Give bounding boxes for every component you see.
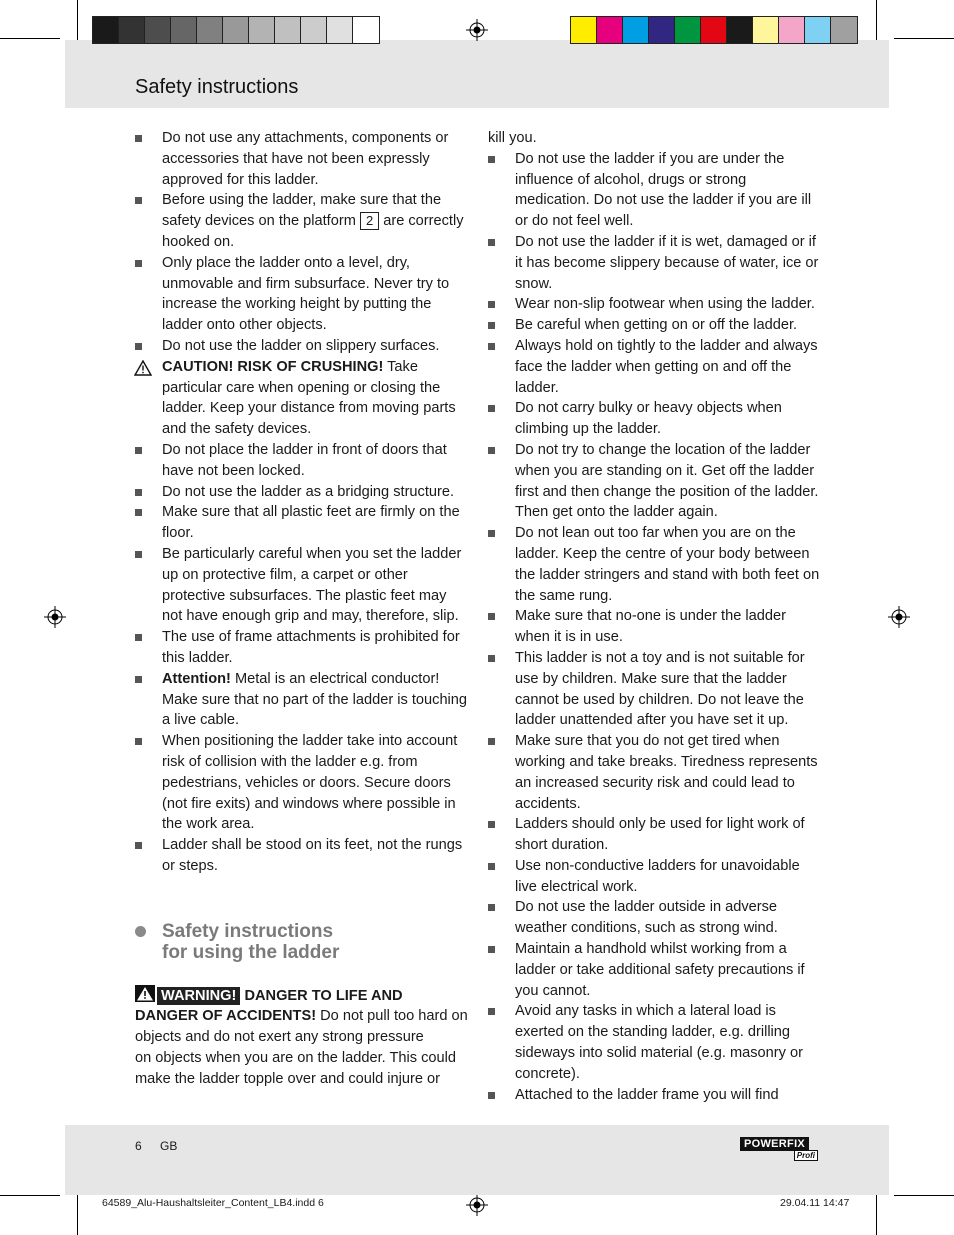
bullet-icon bbox=[135, 489, 142, 496]
bullet-icon bbox=[488, 738, 495, 745]
color-swatch bbox=[301, 17, 327, 43]
bullet-icon bbox=[135, 676, 142, 683]
crop-mark bbox=[0, 38, 60, 39]
color-swatch bbox=[93, 17, 119, 43]
bullet-icon bbox=[488, 613, 495, 620]
list-item: Do not use any attachments, components or accessories that have not been expressly approved for this ladder. bbox=[135, 128, 470, 190]
color-swatch bbox=[805, 17, 831, 43]
bullet-icon bbox=[488, 1008, 495, 1015]
color-swatch bbox=[597, 17, 623, 43]
list-item: Only place the ladder onto a level, dry, unmovable and firm subsurface. Never try to increase the working height by putting the ladder onto other objects. bbox=[135, 253, 470, 336]
left-column bbox=[135, 128, 470, 1090]
warning-paragraph: WARNING! DANGER TO LIFE AND DANGER OF ACCIDENTS! Do not pull too hard on objects and do not exert any strong pressure bbox=[135, 985, 470, 1048]
bullet-icon bbox=[488, 655, 495, 662]
bullet-icon bbox=[488, 1092, 495, 1099]
bullet-icon bbox=[135, 551, 142, 558]
crop-mark bbox=[0, 1195, 60, 1196]
brand-logo bbox=[740, 1137, 818, 1161]
list-item: Do not use the ladder on slippery surfaces. bbox=[135, 336, 470, 357]
list-item: Attached to the ladder frame you will find bbox=[488, 1085, 823, 1106]
list-item: Before using the ladder, make sure that the safety devices on the platform 2 are correctly hooked on. bbox=[135, 190, 470, 252]
list-item: Do not carry bulky or heavy objects when climbing up the ladder. bbox=[488, 398, 823, 440]
list-item: Do not use the ladder if it is wet, damaged or if it has become slippery because of water, ice or snow. bbox=[488, 232, 823, 294]
list-item: When positioning the ladder take into account risk of collision with the ladder e.g. from pedestrians, vehicles or doors. Secure doors (not fire exits) and windows where possible in the work area. bbox=[135, 731, 470, 835]
color-swatch bbox=[171, 17, 197, 43]
list-item: Do not lean out too far when you are on the ladder. Keep the centre of your body between the ladder stringers and stand with both feet on the same rung. bbox=[488, 523, 823, 606]
bullet-icon bbox=[488, 301, 495, 308]
bullet-icon bbox=[135, 197, 142, 204]
crop-mark bbox=[894, 38, 954, 39]
right-column bbox=[488, 128, 823, 1105]
section-heading: Safety instructions for using the ladder bbox=[135, 921, 470, 963]
timestamp: 29.04.11 14:47 bbox=[780, 1197, 850, 1209]
bullet-icon bbox=[488, 821, 495, 828]
bullet-icon bbox=[488, 405, 495, 412]
list-item: Ladder shall be stood on its feet, not the rungs or steps. bbox=[135, 835, 470, 877]
bullet-icon bbox=[135, 738, 142, 745]
warning-paragraph-continued: on objects when you are on the ladder. This could make the ladder topple over and could injure or bbox=[135, 1050, 457, 1087]
bullet-icon bbox=[488, 530, 495, 537]
caution-item: CAUTION! RISK OF CRUSHING! Take particular care when opening or closing the ladder. Keep your distance from moving parts and the safety devices. bbox=[135, 357, 470, 440]
list-item: Always hold on tightly to the ladder and always face the ladder when getting on and off the ladder. bbox=[488, 336, 823, 398]
list-item: Make sure that you do not get tired when working and take breaks. Tiredness represents an increased security risk and could lead to accidents. bbox=[488, 731, 823, 814]
list-item: Do not use the ladder as a bridging structure. bbox=[135, 482, 470, 503]
list-item: Do not place the ladder in front of doors that have not been locked. bbox=[135, 440, 470, 482]
list-item: Maintain a handhold whilst working from a ladder or take additional safety precautions if you cannot. bbox=[488, 939, 823, 1001]
bullet-icon bbox=[488, 343, 495, 350]
warning-triangle-icon bbox=[135, 985, 155, 1002]
continuation-text: kill you. bbox=[488, 130, 537, 146]
color-swatch bbox=[753, 17, 779, 43]
color-swatch bbox=[145, 17, 171, 43]
grayscale-color-bar bbox=[92, 16, 380, 44]
registration-mark-icon bbox=[466, 19, 488, 41]
color-swatch bbox=[571, 17, 597, 43]
bullet-icon bbox=[488, 904, 495, 911]
crop-mark bbox=[894, 1195, 954, 1196]
list-item: Do not use the ladder outside in adverse weather conditions, such as strong wind. bbox=[488, 897, 823, 939]
list-item: This ladder is not a toy and is not suitable for use by children. Make sure that the ladder cannot be used by children. Do not leave the ladder unattended after you have set it up. bbox=[488, 648, 823, 731]
bullet-icon bbox=[488, 156, 495, 163]
list-item: Be careful when getting on or off the ladder. bbox=[488, 315, 823, 336]
bullet-icon bbox=[135, 509, 142, 516]
bullet-icon bbox=[488, 946, 495, 953]
color-swatch bbox=[623, 17, 649, 43]
bullet-icon bbox=[135, 842, 142, 849]
list-item: Attention! Metal is an electrical conductor! Make sure that no part of the ladder is touching a live cable. bbox=[135, 669, 470, 731]
file-slug: 64589_Alu-Haushaltsleiter_Content_LB4.indd 6 bbox=[102, 1197, 324, 1209]
color-swatch bbox=[197, 17, 223, 43]
list-item: Make sure that all plastic feet are firmly on the floor. bbox=[135, 502, 470, 544]
bullet-icon bbox=[488, 447, 495, 454]
color-swatch bbox=[223, 17, 249, 43]
bullet-icon bbox=[488, 322, 495, 329]
list-item: Wear non-slip footwear when using the ladder. bbox=[488, 294, 823, 315]
bullet-icon bbox=[135, 135, 142, 142]
right-list bbox=[488, 149, 823, 1106]
color-swatch bbox=[779, 17, 805, 43]
page-number: 6 bbox=[135, 1139, 142, 1153]
language-code: GB bbox=[160, 1139, 178, 1153]
registration-mark-icon bbox=[466, 1194, 488, 1216]
color-swatch bbox=[649, 17, 675, 43]
list-item: Make sure that no-one is under the ladder when it is in use. bbox=[488, 606, 823, 648]
list-item: Avoid any tasks in which a lateral load is exerted on the standing ladder, e.g. drilling sideways into solid material (e.g. masonry or concrete). bbox=[488, 1001, 823, 1084]
list-item: Use non-conductive ladders for unavoidable live electrical work. bbox=[488, 856, 823, 898]
list-item: Do not use the ladder if you are under the influence of alcohol, drugs or strong medication. Do not use the ladder if you are ill or do not feel well. bbox=[488, 149, 823, 232]
bullet-icon bbox=[488, 863, 495, 870]
brand-sub: Profi bbox=[794, 1150, 818, 1161]
bullet-icon bbox=[135, 634, 142, 641]
part-reference: 2 bbox=[360, 212, 379, 230]
color-swatch bbox=[249, 17, 275, 43]
bullet-icon bbox=[135, 343, 142, 350]
page-title: Safety instructions bbox=[135, 76, 299, 98]
list-item: The use of frame attachments is prohibited for this ladder. bbox=[135, 627, 470, 669]
color-swatch bbox=[831, 17, 857, 43]
color-swatch bbox=[327, 17, 353, 43]
warning-triangle-icon bbox=[134, 360, 152, 376]
color-swatch bbox=[675, 17, 701, 43]
brand-main: POWERFIX bbox=[740, 1137, 809, 1151]
color-swatch bbox=[119, 17, 145, 43]
bullet-icon bbox=[488, 239, 495, 246]
bullet-icon bbox=[135, 447, 142, 454]
color-swatch bbox=[727, 17, 753, 43]
bullet-icon bbox=[135, 260, 142, 267]
bullet-dot-icon bbox=[135, 926, 146, 937]
registration-mark-icon bbox=[44, 606, 66, 628]
color-swatch bbox=[275, 17, 301, 43]
list-item: Do not try to change the location of the ladder when you are standing on it. Get off the ladder first and then change the position of the ladder. Then get onto the ladder again. bbox=[488, 440, 823, 523]
list-item: Be particularly careful when you set the ladder up on protective film, a carpet or other protective subsurfaces. The plastic feet may not have enough grip and may, therefore, slip. bbox=[135, 544, 470, 627]
color-swatch bbox=[701, 17, 727, 43]
color-swatch bbox=[353, 17, 379, 43]
list-item: Ladders should only be used for light work of short duration. bbox=[488, 814, 823, 856]
registration-mark-icon bbox=[888, 606, 910, 628]
warning-label: WARNING! bbox=[157, 987, 240, 1005]
process-color-bar bbox=[570, 16, 858, 44]
